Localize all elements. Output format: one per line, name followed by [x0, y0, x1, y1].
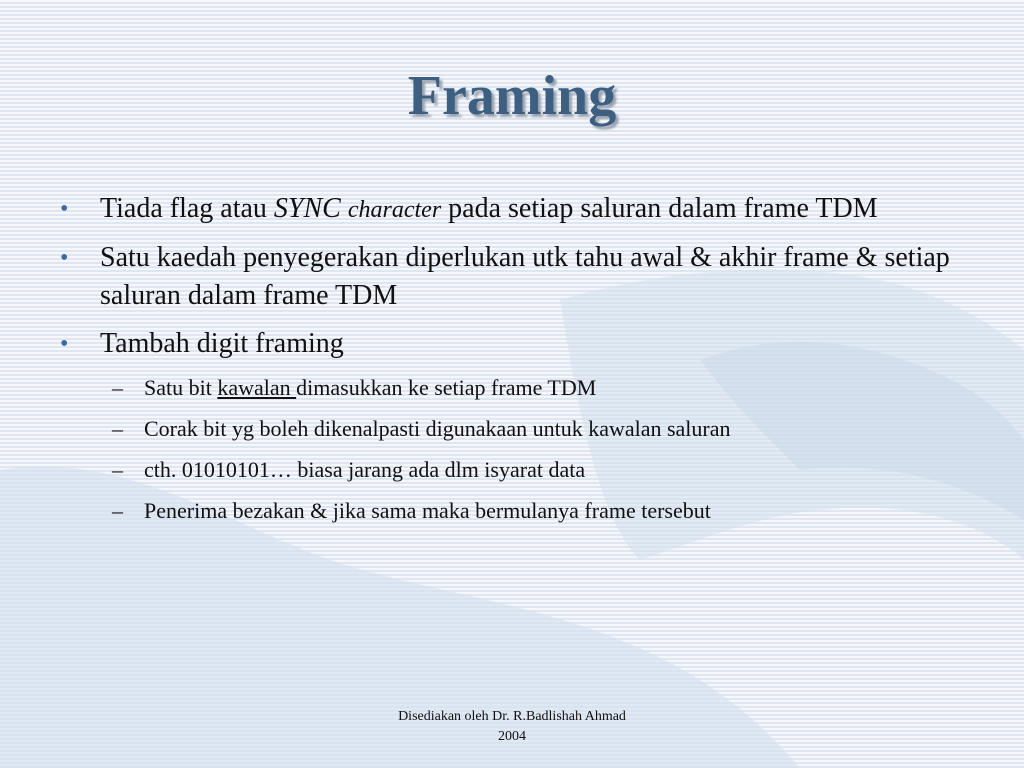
- bullet-marker: •: [60, 331, 69, 357]
- bullet-marker: •: [60, 245, 69, 271]
- dash-marker: –: [112, 498, 123, 523]
- footer-author: Disediakan oleh Dr. R.Badlishah Ahmad: [398, 709, 626, 724]
- sub-list: [60, 373, 960, 526]
- sub-item-text: Penerima bezakan & jika sama maka bermulanya frame tersebut: [144, 498, 711, 523]
- page-title: Framing: [407, 65, 617, 127]
- bullet-text: Tiada flag atau SYNC character pada setiap saluran dalam frame TDM: [100, 193, 878, 224]
- sub-item-text: Corak bit yg boleh dikenalpasti digunakaan untuk kawalan saluran: [144, 416, 731, 441]
- sync-term: SYNC: [273, 193, 341, 224]
- dash-marker: –: [112, 416, 123, 441]
- sub-item: [60, 414, 960, 444]
- footer: [312, 707, 712, 747]
- kawalan-term: kawalan: [217, 375, 297, 400]
- bullet-text: Satu kaedah penyegerakan diperlukan utk tahu awal & akhir frame & setiap saluran dalam frame TDM: [100, 242, 950, 311]
- bullet-text: Tambah digit framing: [100, 328, 344, 359]
- sub-item-text: cth. 01010101… biasa jarang ada dlm isyarat data: [144, 457, 586, 482]
- sub-item: [60, 373, 960, 403]
- sub-item-text: Satu bit kawalan dimasukkan ke setiap frame TDM: [144, 375, 597, 400]
- slide-content: [60, 190, 960, 537]
- bullet-item: [60, 239, 960, 315]
- dash-marker: –: [112, 375, 123, 400]
- bullet-item: [60, 190, 960, 229]
- dash-marker: –: [112, 457, 123, 482]
- footer-year: 2004: [498, 729, 526, 744]
- sub-item: [60, 496, 960, 526]
- bullet-item: [60, 325, 960, 363]
- character-term: character: [347, 197, 442, 223]
- sub-item: [60, 455, 960, 485]
- bullet-marker: •: [60, 196, 69, 222]
